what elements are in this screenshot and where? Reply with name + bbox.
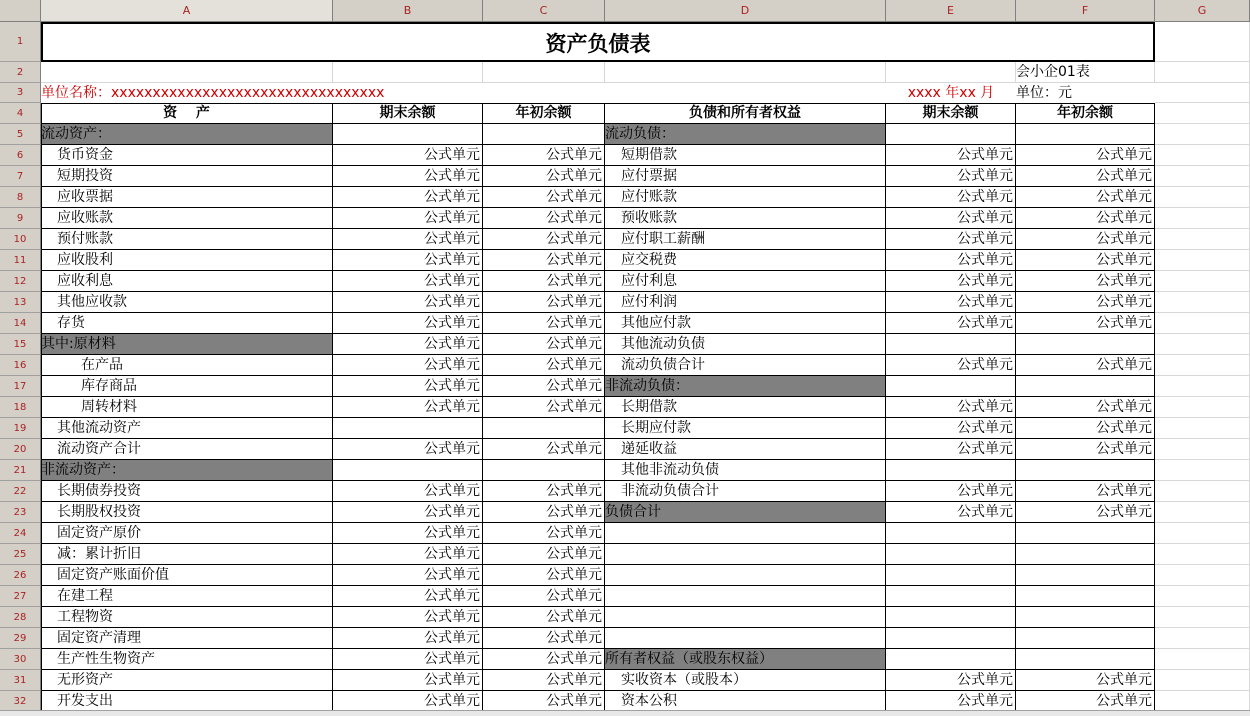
column-header-c[interactable]: C — [483, 0, 605, 22]
column-header-d[interactable]: D — [605, 0, 886, 22]
asset-begin-balance[interactable]: 公式单元 — [483, 334, 605, 355]
empty-cell-g[interactable] — [1155, 565, 1250, 586]
asset-begin-balance[interactable]: 公式单元 — [483, 355, 605, 376]
asset-item[interactable]: 周转材料 — [41, 397, 333, 418]
row-header-22[interactable]: 22 — [0, 481, 41, 502]
liability-begin-balance[interactable]: 公式单元 — [1016, 397, 1155, 418]
liability-begin-balance[interactable]: 公式单元 — [1016, 208, 1155, 229]
asset-item[interactable]: 在建工程 — [41, 586, 333, 607]
liability-begin-balance[interactable]: 公式单元 — [1016, 439, 1155, 460]
liability-begin-balance[interactable] — [1016, 124, 1155, 145]
row-header-20[interactable]: 20 — [0, 439, 41, 460]
header-end-balance-2[interactable]: 期末余额 — [886, 103, 1016, 124]
asset-item[interactable]: 固定资产账面价值 — [41, 565, 333, 586]
asset-end-balance[interactable]: 公式单元 — [333, 208, 483, 229]
empty-cell-g[interactable] — [1155, 523, 1250, 544]
asset-begin-balance[interactable]: 公式单元 — [483, 586, 605, 607]
asset-end-balance[interactable]: 公式单元 — [333, 670, 483, 691]
asset-begin-balance[interactable]: 公式单元 — [483, 523, 605, 544]
empty-cell-g[interactable] — [1155, 250, 1250, 271]
empty-cell-g[interactable] — [1155, 418, 1250, 439]
liability-begin-balance[interactable] — [1016, 376, 1155, 397]
asset-end-balance[interactable] — [333, 418, 483, 439]
asset-end-balance[interactable]: 公式单元 — [333, 292, 483, 313]
asset-item[interactable]: 非流动资产： — [41, 460, 333, 481]
unit-cell[interactable]: 单位：元 — [1016, 85, 1072, 101]
row-header-13[interactable]: 13 — [0, 292, 41, 313]
row-header-4[interactable]: 4 — [0, 103, 41, 124]
liability-begin-balance[interactable]: 公式单元 — [1016, 292, 1155, 313]
liability-end-balance[interactable]: 公式单元 — [886, 187, 1016, 208]
liability-item[interactable]: 应付职工薪酬 — [605, 229, 886, 250]
asset-end-balance[interactable]: 公式单元 — [333, 313, 483, 334]
asset-begin-balance[interactable]: 公式单元 — [483, 607, 605, 628]
liability-item[interactable]: 其他流动负债 — [605, 334, 886, 355]
row-header-24[interactable]: 24 — [0, 523, 41, 544]
liability-item[interactable]: 应付票据 — [605, 166, 886, 187]
header-assets[interactable]: 资 产 — [41, 103, 333, 124]
asset-item[interactable]: 固定资产原价 — [41, 523, 333, 544]
empty-cell-g[interactable] — [1155, 460, 1250, 481]
asset-end-balance[interactable] — [333, 460, 483, 481]
cell-r2-g[interactable] — [1155, 62, 1250, 83]
header-liabilities-equity[interactable]: 负债和所有者权益 — [605, 103, 886, 124]
row-header-1[interactable]: 1 — [0, 22, 41, 62]
asset-end-balance[interactable]: 公式单元 — [333, 250, 483, 271]
liability-end-balance[interactable] — [886, 334, 1016, 355]
asset-begin-balance[interactable]: 公式单元 — [483, 208, 605, 229]
liability-begin-balance[interactable]: 公式单元 — [1016, 145, 1155, 166]
liability-item[interactable]: 应付账款 — [605, 187, 886, 208]
select-all-corner[interactable] — [0, 0, 41, 22]
liability-end-balance[interactable]: 公式单元 — [886, 355, 1016, 376]
empty-cell-g[interactable] — [1155, 502, 1250, 523]
row-header-16[interactable]: 16 — [0, 355, 41, 376]
asset-item[interactable]: 长期债券投资 — [41, 481, 333, 502]
row-header-7[interactable]: 7 — [0, 166, 41, 187]
asset-item[interactable]: 无形资产 — [41, 670, 333, 691]
liability-begin-balance[interactable] — [1016, 649, 1155, 670]
row-header-8[interactable]: 8 — [0, 187, 41, 208]
row-header-25[interactable]: 25 — [0, 544, 41, 565]
asset-end-balance[interactable]: 公式单元 — [333, 397, 483, 418]
asset-item[interactable]: 在产品 — [41, 355, 333, 376]
row-header-23[interactable]: 23 — [0, 502, 41, 523]
liability-item[interactable]: 长期应付款 — [605, 418, 886, 439]
asset-begin-balance[interactable]: 公式单元 — [483, 376, 605, 397]
asset-item[interactable]: 应收账款 — [41, 208, 333, 229]
liability-end-balance[interactable] — [886, 586, 1016, 607]
asset-begin-balance[interactable] — [483, 460, 605, 481]
liability-end-balance[interactable] — [886, 544, 1016, 565]
row-header-31[interactable]: 31 — [0, 670, 41, 691]
asset-item[interactable]: 短期投资 — [41, 166, 333, 187]
header-end-balance[interactable]: 期末余额 — [333, 103, 483, 124]
liability-item[interactable] — [605, 607, 886, 628]
liability-item[interactable]: 短期借款 — [605, 145, 886, 166]
asset-end-balance[interactable]: 公式单元 — [333, 628, 483, 649]
empty-cell-g[interactable] — [1155, 208, 1250, 229]
liability-item[interactable]: 预收账款 — [605, 208, 886, 229]
asset-item[interactable]: 应收票据 — [41, 187, 333, 208]
liability-end-balance[interactable] — [886, 124, 1016, 145]
liability-item[interactable]: 流动负债合计 — [605, 355, 886, 376]
asset-begin-balance[interactable]: 公式单元 — [483, 229, 605, 250]
asset-end-balance[interactable]: 公式单元 — [333, 166, 483, 187]
asset-begin-balance[interactable]: 公式单元 — [483, 691, 605, 712]
liability-item[interactable] — [605, 565, 886, 586]
liability-end-balance[interactable]: 公式单元 — [886, 418, 1016, 439]
liability-end-balance[interactable]: 公式单元 — [886, 502, 1016, 523]
liability-item[interactable]: 应交税费 — [605, 250, 886, 271]
company-name-cell[interactable]: 单位名称：xxxxxxxxxxxxxxxxxxxxxxxxxxxxxxxxx — [41, 85, 385, 101]
empty-cell-g[interactable] — [1155, 313, 1250, 334]
asset-item[interactable]: 生产性生物资产 — [41, 649, 333, 670]
liability-begin-balance[interactable] — [1016, 544, 1155, 565]
liability-end-balance[interactable]: 公式单元 — [886, 229, 1016, 250]
liability-begin-balance[interactable]: 公式单元 — [1016, 502, 1155, 523]
row-header-2[interactable]: 2 — [0, 62, 41, 83]
liability-end-balance[interactable] — [886, 628, 1016, 649]
liability-item[interactable]: 资本公积 — [605, 691, 886, 712]
asset-end-balance[interactable]: 公式单元 — [333, 187, 483, 208]
liability-begin-balance[interactable] — [1016, 523, 1155, 544]
row-header-12[interactable]: 12 — [0, 271, 41, 292]
asset-item[interactable]: 其他应收款 — [41, 292, 333, 313]
asset-item[interactable]: 流动资产： — [41, 124, 333, 145]
asset-begin-balance[interactable]: 公式单元 — [483, 502, 605, 523]
asset-item[interactable]: 应收股利 — [41, 250, 333, 271]
liability-begin-balance[interactable] — [1016, 334, 1155, 355]
row-header-26[interactable]: 26 — [0, 565, 41, 586]
liability-item[interactable]: 应付利润 — [605, 292, 886, 313]
asset-begin-balance[interactable]: 公式单元 — [483, 313, 605, 334]
asset-end-balance[interactable]: 公式单元 — [333, 565, 483, 586]
asset-begin-balance[interactable]: 公式单元 — [483, 481, 605, 502]
asset-begin-balance[interactable]: 公式单元 — [483, 628, 605, 649]
liability-item[interactable]: 应付利息 — [605, 271, 886, 292]
liability-item[interactable]: 长期借款 — [605, 397, 886, 418]
liability-begin-balance[interactable]: 公式单元 — [1016, 313, 1155, 334]
cell-g1[interactable] — [1155, 22, 1250, 62]
row-header-19[interactable]: 19 — [0, 418, 41, 439]
liability-end-balance[interactable]: 公式单元 — [886, 166, 1016, 187]
liability-end-balance[interactable]: 公式单元 — [886, 670, 1016, 691]
empty-cell-g[interactable] — [1155, 355, 1250, 376]
asset-begin-balance[interactable]: 公式单元 — [483, 439, 605, 460]
row-header-15[interactable]: 15 — [0, 334, 41, 355]
asset-end-balance[interactable]: 公式单元 — [333, 439, 483, 460]
asset-end-balance[interactable]: 公式单元 — [333, 145, 483, 166]
asset-end-balance[interactable]: 公式单元 — [333, 649, 483, 670]
sheet-title[interactable]: 资产负债表 — [41, 22, 1155, 62]
asset-item[interactable]: 货币资金 — [41, 145, 333, 166]
liability-item[interactable]: 所有者权益（或股东权益） — [605, 649, 886, 670]
asset-begin-balance[interactable]: 公式单元 — [483, 670, 605, 691]
asset-begin-balance[interactable]: 公式单元 — [483, 544, 605, 565]
asset-item[interactable]: 其中:原材料 — [41, 334, 333, 355]
empty-cell-g[interactable] — [1155, 166, 1250, 187]
liability-end-balance[interactable]: 公式单元 — [886, 145, 1016, 166]
liability-item[interactable]: 非流动负债： — [605, 376, 886, 397]
cell-r2[interactable] — [483, 62, 605, 83]
liability-item[interactable] — [605, 586, 886, 607]
asset-item[interactable]: 存货 — [41, 313, 333, 334]
row-header-27[interactable]: 27 — [0, 586, 41, 607]
asset-item[interactable]: 开发支出 — [41, 691, 333, 712]
liability-end-balance[interactable] — [886, 376, 1016, 397]
asset-begin-balance[interactable]: 公式单元 — [483, 271, 605, 292]
asset-begin-balance[interactable]: 公式单元 — [483, 565, 605, 586]
liability-end-balance[interactable] — [886, 565, 1016, 586]
liability-end-balance[interactable] — [886, 460, 1016, 481]
asset-begin-balance[interactable]: 公式单元 — [483, 187, 605, 208]
form-number-cell[interactable]: 会小企01表 — [1016, 62, 1155, 83]
asset-begin-balance[interactable]: 公式单元 — [483, 145, 605, 166]
asset-end-balance[interactable]: 公式单元 — [333, 502, 483, 523]
empty-cell-g[interactable] — [1155, 628, 1250, 649]
row-header-17[interactable]: 17 — [0, 376, 41, 397]
liability-end-balance[interactable]: 公式单元 — [886, 691, 1016, 712]
liability-end-balance[interactable]: 公式单元 — [886, 292, 1016, 313]
header-begin-balance[interactable]: 年初余额 — [483, 103, 605, 124]
sheet-tab-bar[interactable] — [0, 710, 1250, 716]
liability-end-balance[interactable]: 公式单元 — [886, 271, 1016, 292]
liability-begin-balance[interactable]: 公式单元 — [1016, 670, 1155, 691]
empty-cell-g[interactable] — [1155, 292, 1250, 313]
cell-r2[interactable] — [605, 62, 886, 83]
asset-begin-balance[interactable]: 公式单元 — [483, 649, 605, 670]
row-header-28[interactable]: 28 — [0, 607, 41, 628]
asset-item[interactable]: 库存商品 — [41, 376, 333, 397]
liability-item[interactable]: 非流动负债合计 — [605, 481, 886, 502]
empty-cell-g[interactable] — [1155, 397, 1250, 418]
liability-item[interactable] — [605, 628, 886, 649]
row-header-18[interactable]: 18 — [0, 397, 41, 418]
liability-begin-balance[interactable]: 公式单元 — [1016, 166, 1155, 187]
liability-begin-balance[interactable]: 公式单元 — [1016, 355, 1155, 376]
asset-item[interactable]: 固定资产清理 — [41, 628, 333, 649]
asset-end-balance[interactable]: 公式单元 — [333, 376, 483, 397]
empty-cell-g[interactable] — [1155, 187, 1250, 208]
row-header-14[interactable]: 14 — [0, 313, 41, 334]
cell-r2[interactable] — [41, 62, 333, 83]
empty-cell-g[interactable] — [1155, 481, 1250, 502]
cell-r2[interactable] — [886, 62, 1016, 83]
column-header-b[interactable]: B — [333, 0, 483, 22]
row-header-3[interactable]: 3 — [0, 83, 41, 103]
row-header-30[interactable]: 30 — [0, 649, 41, 670]
asset-begin-balance[interactable] — [483, 124, 605, 145]
liability-item[interactable] — [605, 544, 886, 565]
liability-item[interactable]: 递延收益 — [605, 439, 886, 460]
liability-end-balance[interactable]: 公式单元 — [886, 208, 1016, 229]
empty-cell-g[interactable] — [1155, 586, 1250, 607]
liability-begin-balance[interactable]: 公式单元 — [1016, 418, 1155, 439]
asset-end-balance[interactable]: 公式单元 — [333, 544, 483, 565]
column-header-g[interactable]: G — [1155, 0, 1250, 22]
cell-r3-g[interactable] — [1155, 83, 1250, 103]
asset-begin-balance[interactable]: 公式单元 — [483, 250, 605, 271]
asset-item[interactable]: 预付账款 — [41, 229, 333, 250]
asset-end-balance[interactable] — [333, 124, 483, 145]
liability-end-balance[interactable] — [886, 607, 1016, 628]
asset-end-balance[interactable]: 公式单元 — [333, 229, 483, 250]
asset-item[interactable]: 长期股权投资 — [41, 502, 333, 523]
liability-end-balance[interactable]: 公式单元 — [886, 439, 1016, 460]
empty-cell-g[interactable] — [1155, 439, 1250, 460]
row-header-29[interactable]: 29 — [0, 628, 41, 649]
asset-end-balance[interactable]: 公式单元 — [333, 271, 483, 292]
asset-end-balance[interactable]: 公式单元 — [333, 523, 483, 544]
liability-begin-balance[interactable]: 公式单元 — [1016, 229, 1155, 250]
liability-end-balance[interactable] — [886, 523, 1016, 544]
empty-cell-g[interactable] — [1155, 271, 1250, 292]
asset-end-balance[interactable]: 公式单元 — [333, 481, 483, 502]
cell-r4-g[interactable] — [1155, 103, 1250, 124]
liability-begin-balance[interactable] — [1016, 607, 1155, 628]
asset-item[interactable]: 应收利息 — [41, 271, 333, 292]
row-header-21[interactable]: 21 — [0, 460, 41, 481]
empty-cell-g[interactable] — [1155, 691, 1250, 712]
empty-cell-g[interactable] — [1155, 670, 1250, 691]
empty-cell-g[interactable] — [1155, 376, 1250, 397]
asset-item[interactable]: 减：累计折旧 — [41, 544, 333, 565]
liability-item[interactable]: 负债合计 — [605, 502, 886, 523]
liability-item[interactable]: 其他非流动负债 — [605, 460, 886, 481]
empty-cell-g[interactable] — [1155, 544, 1250, 565]
row-header-5[interactable]: 5 — [0, 124, 41, 145]
asset-item[interactable]: 工程物资 — [41, 607, 333, 628]
asset-end-balance[interactable]: 公式单元 — [333, 586, 483, 607]
asset-end-balance[interactable]: 公式单元 — [333, 691, 483, 712]
empty-cell-g[interactable] — [1155, 145, 1250, 166]
liability-end-balance[interactable]: 公式单元 — [886, 250, 1016, 271]
row-header-10[interactable]: 10 — [0, 229, 41, 250]
empty-cell-g[interactable] — [1155, 229, 1250, 250]
asset-end-balance[interactable]: 公式单元 — [333, 355, 483, 376]
asset-item[interactable]: 其他流动资产 — [41, 418, 333, 439]
liability-begin-balance[interactable] — [1016, 628, 1155, 649]
column-header-a[interactable]: A — [41, 0, 333, 22]
liability-end-balance[interactable]: 公式单元 — [886, 397, 1016, 418]
report-date-cell[interactable]: xxxx 年xx 月 — [907, 85, 995, 101]
asset-begin-balance[interactable]: 公式单元 — [483, 292, 605, 313]
column-header-e[interactable]: E — [886, 0, 1016, 22]
asset-begin-balance[interactable]: 公式单元 — [483, 397, 605, 418]
asset-end-balance[interactable]: 公式单元 — [333, 334, 483, 355]
liability-end-balance[interactable] — [886, 649, 1016, 670]
asset-item[interactable]: 流动资产合计 — [41, 439, 333, 460]
row-header-6[interactable]: 6 — [0, 145, 41, 166]
empty-cell-g[interactable] — [1155, 334, 1250, 355]
liability-begin-balance[interactable]: 公式单元 — [1016, 481, 1155, 502]
column-header-f[interactable]: F — [1016, 0, 1155, 22]
liability-begin-balance[interactable] — [1016, 586, 1155, 607]
liability-begin-balance[interactable] — [1016, 460, 1155, 481]
liability-end-balance[interactable]: 公式单元 — [886, 481, 1016, 502]
liability-begin-balance[interactable] — [1016, 565, 1155, 586]
row-header-9[interactable]: 9 — [0, 208, 41, 229]
empty-cell-g[interactable] — [1155, 607, 1250, 628]
row-header-32[interactable]: 32 — [0, 691, 41, 712]
cell-r2[interactable] — [333, 62, 483, 83]
liability-begin-balance[interactable]: 公式单元 — [1016, 187, 1155, 208]
liability-item[interactable]: 实收资本（或股本） — [605, 670, 886, 691]
liability-end-balance[interactable]: 公式单元 — [886, 313, 1016, 334]
liability-item[interactable]: 流动负债： — [605, 124, 886, 145]
liability-begin-balance[interactable]: 公式单元 — [1016, 691, 1155, 712]
row-header-11[interactable]: 11 — [0, 250, 41, 271]
liability-begin-balance[interactable]: 公式单元 — [1016, 250, 1155, 271]
asset-begin-balance[interactable] — [483, 418, 605, 439]
liability-begin-balance[interactable]: 公式单元 — [1016, 271, 1155, 292]
header-begin-balance-2[interactable]: 年初余额 — [1016, 103, 1155, 124]
empty-cell-g[interactable] — [1155, 124, 1250, 145]
asset-end-balance[interactable]: 公式单元 — [333, 607, 483, 628]
liability-item[interactable] — [605, 523, 886, 544]
empty-cell-g[interactable] — [1155, 649, 1250, 670]
asset-begin-balance[interactable]: 公式单元 — [483, 166, 605, 187]
liability-item[interactable]: 其他应付款 — [605, 313, 886, 334]
